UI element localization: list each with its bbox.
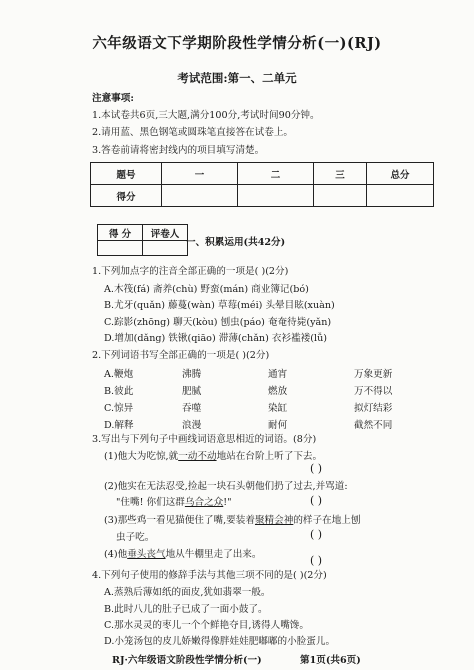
q2-word: 沸腾 xyxy=(182,369,202,380)
q2-word: 截然不同 xyxy=(354,420,393,431)
q2-word: 肥腻 xyxy=(182,386,202,397)
q2-word: 拟灯结彩 xyxy=(354,403,393,414)
q3-underlined-word: 聚精会神 xyxy=(254,515,294,526)
q2-word: 耐何 xyxy=(268,420,288,431)
q3-underlined-word: 一动不动 xyxy=(178,451,217,462)
grader-score-cell[interactable] xyxy=(98,241,143,256)
q2-word: B.彼此 xyxy=(104,386,134,397)
q1-stem: 1.下列加点字的注音全部正确的一项是( )(2分) xyxy=(92,266,289,277)
q3-sentence-3-cont: 虫子吃。 xyxy=(116,532,155,543)
q1-option-c: C.踪影(zhōng) 聊天(kòu) 刨虫(páo) 奄奄待毙(yǎn) xyxy=(104,317,332,328)
q3-sentence-4: (4)他垂头丧气地从牛棚里走了出来。 xyxy=(104,549,262,560)
q1-option-b: B.尤牙(quǎn) 藤蔓(wàn) 草莓(méi) 头晕目眩(xuàn) xyxy=(104,300,335,311)
q3-answer-2[interactable]: ( ) xyxy=(310,494,323,507)
q2-word: 通宵 xyxy=(268,369,288,380)
q2-option-c xyxy=(104,400,440,414)
q3-answer-3[interactable]: ( ) xyxy=(310,528,323,541)
q4-option-c: C.那水灵灵的枣儿一个个鲜艳夺目,诱得人嘴馋。 xyxy=(104,620,309,631)
section-1-title: 一、积累运用(共42分) xyxy=(186,237,286,248)
grader-table xyxy=(97,224,188,256)
q3-sentence-1: (1)他大为吃惊,就一动不动地站在台阶上听了下去。 xyxy=(104,451,323,462)
q3-underlined-word: 乌合之众 xyxy=(184,497,224,508)
footer-title: RJ·六年级语文阶段性学情分析(一) xyxy=(112,655,262,666)
q2-word: 染缸 xyxy=(268,403,288,414)
score-header-cell: 总分 xyxy=(367,163,434,185)
q3-sentence-3: (3)那些鸡一看见猫便住了嘴,要装着聚精会神的样子在地上刨 xyxy=(104,515,361,526)
score-table-header-row xyxy=(91,163,434,185)
score-row-label: 得分 xyxy=(91,185,162,207)
exam-title: 六年级语文下学期阶段性学情分析(一)(RJ) xyxy=(92,35,382,52)
notes-heading: 注意事项: xyxy=(92,93,134,104)
q4-stem: 4.下列句子使用的修辞手法与其他三项不同的是( )(2分) xyxy=(92,570,327,581)
q4-option-d: D.小笼汤包的皮儿娇嫩得像胖娃娃肥嘟嘟的小脸蛋儿。 xyxy=(104,636,336,647)
grader-name-label: 评卷人 xyxy=(143,225,188,241)
grader-score-label: 得 分 xyxy=(98,225,143,241)
footer-page-number: 第1页(共6页) xyxy=(300,655,361,666)
score-cell[interactable] xyxy=(238,185,314,207)
q2-word: 万象更新 xyxy=(354,369,393,380)
q2-word: 万不得以 xyxy=(354,386,393,397)
score-cell[interactable] xyxy=(314,185,367,207)
score-cell[interactable] xyxy=(367,185,434,207)
q2-word: 浪漫 xyxy=(182,420,202,431)
q1-option-d: D.增加(dǎng) 铁锹(qiāo) 滞薄(chǎn) 衣衫褴褛(lǚ) xyxy=(104,333,328,344)
q2-word: A.鞭炮 xyxy=(104,369,134,380)
score-table xyxy=(90,162,434,207)
q2-word: C.惊异 xyxy=(104,403,134,414)
q3-sentence-2: (2)他实在无法忍受,捡起一块石头朝他们扔了过去,并骂道: xyxy=(104,481,348,492)
q3-sentence-2-cont: "住嘴! 你们这群乌合之众!" xyxy=(116,497,232,508)
score-table-score-row xyxy=(91,185,434,207)
q4-option-b: B.此时八儿的肚子已成了一面小鼓了。 xyxy=(104,604,268,615)
q2-word: D.解释 xyxy=(104,420,134,431)
q2-stem: 2.下列词语书写全部正确的一项是( )(2分) xyxy=(92,350,270,361)
note-item-1: 1.本试卷共6页,三大题,满分100分,考试时间90分钟。 xyxy=(92,110,320,121)
note-item-3: 3.答卷前请将密封线内的项目填写清楚。 xyxy=(92,145,265,156)
score-header-cell: 一 xyxy=(162,163,238,185)
score-cell[interactable] xyxy=(162,185,238,207)
score-header-cell: 二 xyxy=(238,163,314,185)
q3-underlined-word: 垂头丧气 xyxy=(127,549,166,560)
exam-scope: 考试范围:第一、二单元 xyxy=(177,71,297,85)
q2-option-b xyxy=(104,383,440,397)
q4-option-a: A.蒸熟后薄如纸的面皮,犹如翡翠一般。 xyxy=(104,587,271,598)
q3-stem: 3.写出与下列句子中画线词语意思相近的词语。(8分) xyxy=(92,434,317,445)
q2-word: 燃放 xyxy=(268,386,288,397)
q3-answer-1[interactable]: ( ) xyxy=(310,462,323,475)
q1-option-a: A.木筏(fá) 斋养(chù) 野蛮(mán) 商业簿记(bó) xyxy=(104,284,309,295)
q3-answer-4[interactable]: ( ) xyxy=(310,554,323,567)
q2-option-d xyxy=(104,417,440,431)
q2-word: 吞噬 xyxy=(182,403,202,414)
q2-option-a xyxy=(104,366,440,380)
grader-name-cell[interactable] xyxy=(143,241,188,256)
score-header-cell: 题号 xyxy=(91,163,162,185)
score-header-cell: 三 xyxy=(314,163,367,185)
note-item-2: 2.请用蓝、黑色钢笔或圆珠笔直接答在试卷上。 xyxy=(92,127,294,138)
